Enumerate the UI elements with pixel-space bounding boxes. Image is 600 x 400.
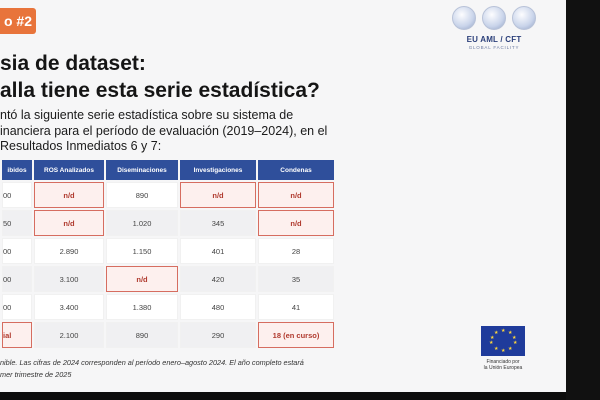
eu-label-line: Financiado por	[486, 359, 520, 365]
column-header: ROS Analizados	[34, 160, 104, 180]
globe-icon	[482, 6, 506, 30]
slide-badge: o #2	[0, 8, 36, 34]
screen-bezel-bottom	[0, 392, 566, 400]
table-cell: 890	[106, 322, 178, 348]
subtitle-line: Resultados Inmediatos 6 y 7:	[0, 139, 162, 153]
eu-aml-cft-logo	[448, 6, 540, 56]
table-row	[2, 266, 334, 292]
table-row	[2, 210, 334, 236]
column-header: Condenas	[258, 160, 334, 180]
table-cell: 50	[2, 210, 32, 236]
table-header-row	[2, 160, 334, 180]
table-cell-partial: ial	[2, 322, 32, 348]
table-cell: 890	[106, 182, 178, 208]
table-cell: 480	[180, 294, 256, 320]
table-row	[2, 294, 334, 320]
table-cell: 1.020	[106, 210, 178, 236]
footnote-line: nible. Las cifras de 2024 corresponden al período enero–agosto 2024. El año completo estará	[0, 358, 304, 367]
globe-icon	[452, 6, 476, 30]
table-cell: 28	[258, 238, 334, 264]
table-cell: 420	[180, 266, 256, 292]
table-cell-partial: 18 (en curso)	[258, 322, 334, 348]
table-cell: 00	[2, 182, 32, 208]
table-cell: 00	[2, 238, 32, 264]
table-cell: 3.400	[34, 294, 104, 320]
column-header: Diseminaciones	[106, 160, 178, 180]
table-cell-missing: n/d	[34, 182, 104, 208]
globe-icon	[512, 6, 536, 30]
screen-bezel-right	[566, 0, 600, 400]
table-cell: 401	[180, 238, 256, 264]
table-row	[2, 182, 334, 208]
column-header: ibidos	[2, 160, 32, 180]
statistics-table	[0, 158, 336, 350]
table-cell: 00	[2, 266, 32, 292]
table-cell-missing: n/d	[34, 210, 104, 236]
logo-title: EU AML / CFT	[466, 35, 522, 44]
table-cell-missing: n/d	[258, 210, 334, 236]
eu-label-line: la Unión Europea	[483, 365, 523, 371]
table-row	[2, 238, 334, 264]
eu-funding-logo	[478, 326, 528, 371]
table-cell: 41	[258, 294, 334, 320]
eu-flag-icon: ★ ★ ★ ★ ★ ★ ★ ★ ★ ★	[481, 326, 525, 356]
table-cell: 345	[180, 210, 256, 236]
globe-icons	[448, 6, 540, 30]
table-footnote	[0, 357, 340, 381]
footnote-line: mer trimestre de 2025	[0, 370, 72, 379]
table-row	[2, 322, 334, 348]
table-cell: 1.380	[106, 294, 178, 320]
table-cell-missing: n/d	[180, 182, 256, 208]
table-cell: 3.100	[34, 266, 104, 292]
table-cell-missing: n/d	[106, 266, 178, 292]
slide-title-line: alla tiene esta serie estadística?	[0, 79, 320, 102]
logo-subtitle: GLOBAL FACILITY	[468, 45, 520, 50]
slide-title	[0, 50, 360, 104]
subtitle-line: inanciera para el período de evaluación (2019–2024), en el	[0, 123, 328, 138]
table-cell: 2.890	[34, 238, 104, 264]
table-cell: 290	[180, 322, 256, 348]
table-cell: 35	[258, 266, 334, 292]
table-cell-missing: n/d	[258, 182, 334, 208]
column-header: Investigaciones	[180, 160, 256, 180]
slide-title-line: sia de dataset:	[0, 52, 146, 75]
subtitle-line: ntó la siguiente serie estadística sobre su sistema de	[0, 108, 294, 122]
eu-funding-label	[478, 359, 528, 371]
table-cell: 1.150	[106, 238, 178, 264]
table-cell: 2.100	[34, 322, 104, 348]
table-cell: 00	[2, 294, 32, 320]
slide-subtitle	[0, 108, 340, 155]
